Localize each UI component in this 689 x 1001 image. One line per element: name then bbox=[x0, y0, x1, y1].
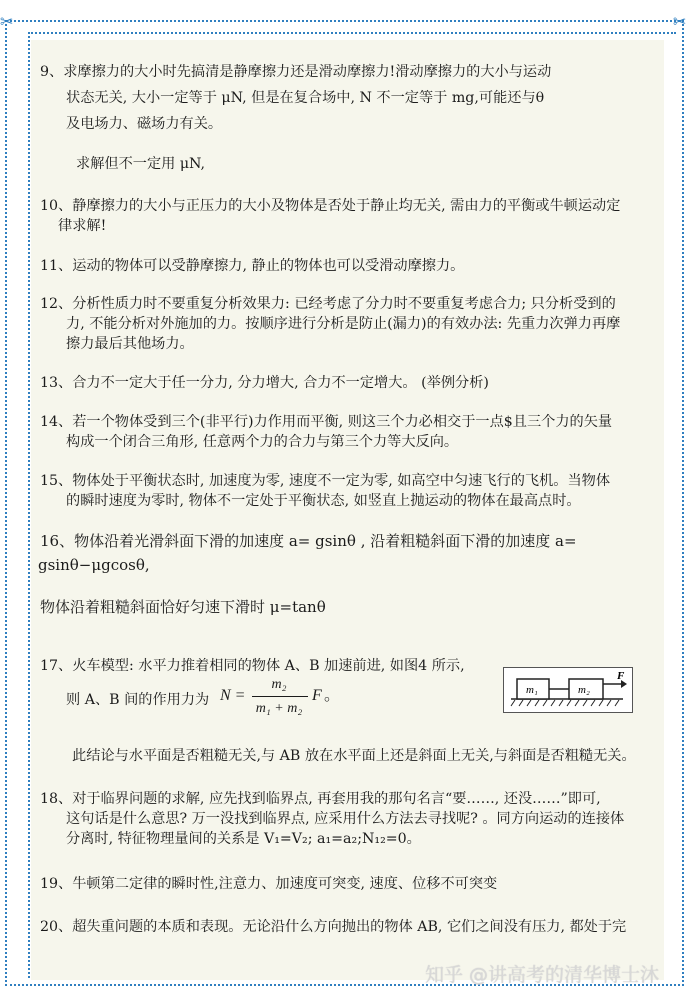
text-line: 的瞬时速度为零时, 物体不一定处于平衡状态, 如竖直上抛运动的物体在最高点时。 bbox=[66, 493, 581, 509]
formula-numerator: m₂ bbox=[271, 677, 287, 692]
text-line: 擦力最后其他场力。 bbox=[66, 336, 194, 352]
text-line: 物体沿着粗糙斜面恰好匀速下滑时 μ=tanθ bbox=[40, 598, 326, 616]
formula-lhs: N = bbox=[220, 687, 246, 704]
text-line: 律求解! bbox=[58, 218, 107, 234]
text-line: 这句话是什么意思? 万一没找到临界点, 应采用什么方法去寻找呢? 。同方向运动的连接体 bbox=[66, 811, 625, 827]
scissors-icon: ✂ bbox=[673, 12, 687, 31]
watermark: 知乎 @讲高考的清华博士沐 bbox=[425, 964, 660, 986]
text-line: 状态无关, 大小一定等于 μN, 但是在复合场中, N 不一定等于 mg,可能还与θ bbox=[66, 90, 545, 106]
item-11 bbox=[40, 256, 660, 276]
text-line: 18、对于临界问题的求解, 应先找到临界点, 再套用我的那句名言“要……, 还没……”即可, bbox=[40, 791, 601, 807]
formula-denominator: m₁ + m₂ bbox=[255, 701, 303, 716]
text-line: 求解但不一定用 μN, bbox=[76, 156, 206, 172]
formula-rhs: F bbox=[312, 687, 322, 704]
item-20 bbox=[40, 917, 660, 937]
item-16-note bbox=[40, 595, 660, 619]
text-line: 16、物体沿着光滑斜面下滑的加速度 a= gsinθ , 沿着粗糙斜面下滑的加速度 a= bbox=[40, 532, 577, 550]
item-12 bbox=[40, 294, 660, 354]
text-line: 13、合力不一定大于任一分力, 分力增大, 合力不一定增大。 (举例分析) bbox=[40, 375, 489, 391]
item-19 bbox=[40, 874, 660, 894]
text-line: 15、物体处于平衡状态时, 加速度为零, 速度不一定为零, 如高空中匀速飞行的飞机。当物体 bbox=[40, 473, 611, 489]
item-16 bbox=[40, 529, 660, 577]
text-line: 19、牛顿第二定律的瞬时性,注意力、加速度可突变, 速度、位移不可突变 bbox=[40, 876, 498, 892]
scissors-icon: ✂ bbox=[0, 12, 14, 31]
text-line: 12、分析性质力时不要重复分析效果力: 已经考虑了分力时不要重复考虑合力; 只分析受到的 bbox=[40, 296, 616, 312]
text-line: 17、火车模型: 水平力推着相同的物体 A、B 加速前进, 如图4 所示, bbox=[40, 658, 465, 674]
item-9-note bbox=[40, 154, 660, 174]
text-line: 则 A、B 间的作用力为 bbox=[66, 692, 210, 708]
train-model-figure bbox=[503, 667, 633, 713]
force-label: F bbox=[617, 670, 625, 682]
block-m2-label: m₂ bbox=[578, 684, 590, 696]
text-line: gsinθ−μgcosθ, bbox=[38, 556, 150, 574]
text-line: 11、运动的物体可以受静摩擦力, 静止的物体也可以受滑动摩擦力。 bbox=[40, 258, 465, 274]
text-line: 分离时, 特征物理量间的关系是 V₁=V₂; a₁=a₂;N₁₂=0。 bbox=[66, 831, 421, 847]
fraction-bar bbox=[252, 696, 308, 697]
text-line: 9、求摩擦力的大小时先搞清是静摩擦力还是滑动摩擦力!滑动摩擦力的大小与运动 bbox=[40, 64, 552, 80]
block-m1-label: m₁ bbox=[526, 684, 538, 696]
item-14 bbox=[40, 412, 660, 452]
item-15 bbox=[40, 471, 660, 511]
text-line: 力, 不能分析对外施加的力。按顺序进行分析是防止(漏力)的有效办法: 先重力次弹力再摩 bbox=[66, 316, 621, 332]
text-line: 构成一个闭合三角形, 任意两个力的合力与第三个力等大反向。 bbox=[66, 434, 459, 450]
text-line: 及电场力、磁场力有关。 bbox=[66, 116, 223, 132]
formula-tail: 。 bbox=[324, 687, 341, 704]
item-13 bbox=[40, 373, 660, 393]
item-10 bbox=[40, 196, 660, 236]
text-line: 20、超失重问题的本质和表现。无论沿什么方向抛出的物体 AB, 它们之间没有压力, 都处于完 bbox=[40, 919, 627, 935]
text-line: 此结论与水平面是否粗糙无关,与 AB 放在水平面上还是斜面上无关,与斜面是否粗糙无关。 bbox=[72, 748, 636, 764]
item-18 bbox=[40, 789, 660, 849]
item-17-conclusion bbox=[40, 746, 660, 766]
item-9 bbox=[40, 62, 660, 134]
text-line: 14、若一个物体受到三个(非平行)力作用而平衡, 则这三个力必相交于一点$且三个力的矢量 bbox=[40, 414, 613, 430]
text-line: 10、静摩擦力的大小与正压力的大小及物体是否处于静止均无关, 需由力的平衡或牛顿运动定 bbox=[40, 198, 621, 214]
